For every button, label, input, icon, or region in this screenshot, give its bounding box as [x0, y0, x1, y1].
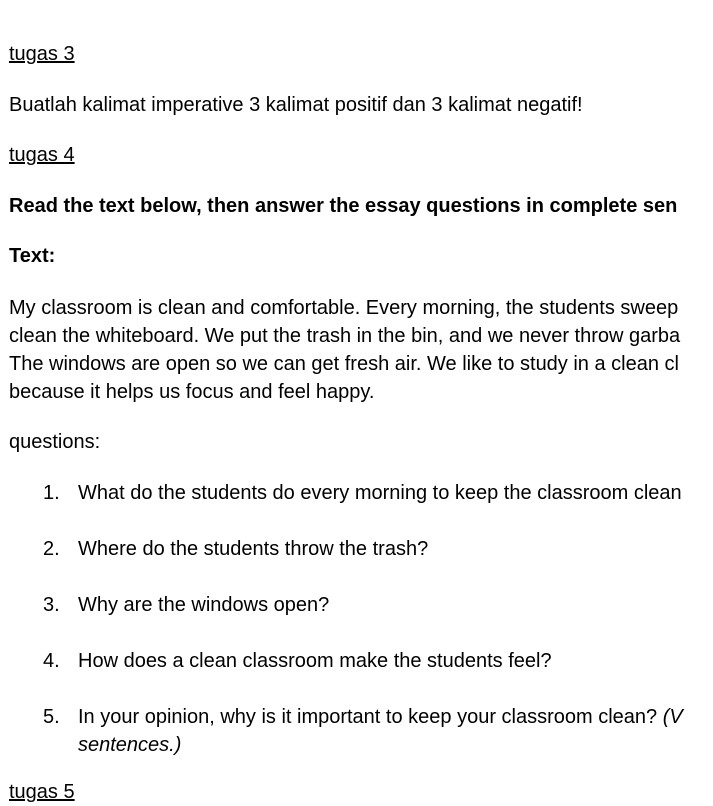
paragraph-line: because it helps us focus and feel happy.: [9, 381, 375, 403]
paragraph-line: My classroom is clean and comfortable. Every morning, the students sweep: [9, 297, 679, 319]
question-number: 3.: [43, 594, 60, 616]
question-item: [43, 703, 683, 759]
question-text: In your opinion, why is it important to keep your classroom clean?: [78, 706, 658, 728]
question-text: Where do the students throw the trash?: [78, 538, 429, 560]
tugas4-instruction: Read the text below, then answer the essay questions in complete sen: [9, 195, 678, 217]
question-item: [43, 591, 329, 619]
tugas3-heading: tugas 3: [9, 43, 75, 65]
question-number: 1.: [43, 482, 60, 504]
question-number: 2.: [43, 538, 60, 560]
question-item: [43, 535, 428, 563]
questions-label: questions:: [9, 431, 101, 453]
paragraph-line: clean the whiteboard. We put the trash in the bin, and we never throw garba: [9, 325, 681, 347]
question-text: Why are the windows open?: [78, 594, 330, 616]
question-note: (V: [662, 706, 683, 728]
question-item: [43, 647, 552, 675]
tugas4-heading: tugas 4: [9, 144, 75, 166]
tugas5-heading: tugas 5: [9, 781, 75, 803]
question-text: How does a clean classroom make the students feel?: [78, 650, 552, 672]
question-text: What do the students do every morning to keep the classroom clean: [78, 482, 682, 504]
question-number: 5.: [43, 706, 60, 728]
question-item: [43, 479, 682, 507]
question-continuation: sentences.): [78, 734, 182, 756]
text-label: Text:: [9, 245, 56, 267]
question-number: 4.: [43, 650, 60, 672]
reading-paragraph: [9, 294, 680, 406]
paragraph-line: The windows are open so we can get fresh air. We like to study in a clean cl: [9, 353, 679, 375]
tugas3-instruction: Buatlah kalimat imperative 3 kalimat positif dan 3 kalimat negatif!: [9, 94, 583, 116]
